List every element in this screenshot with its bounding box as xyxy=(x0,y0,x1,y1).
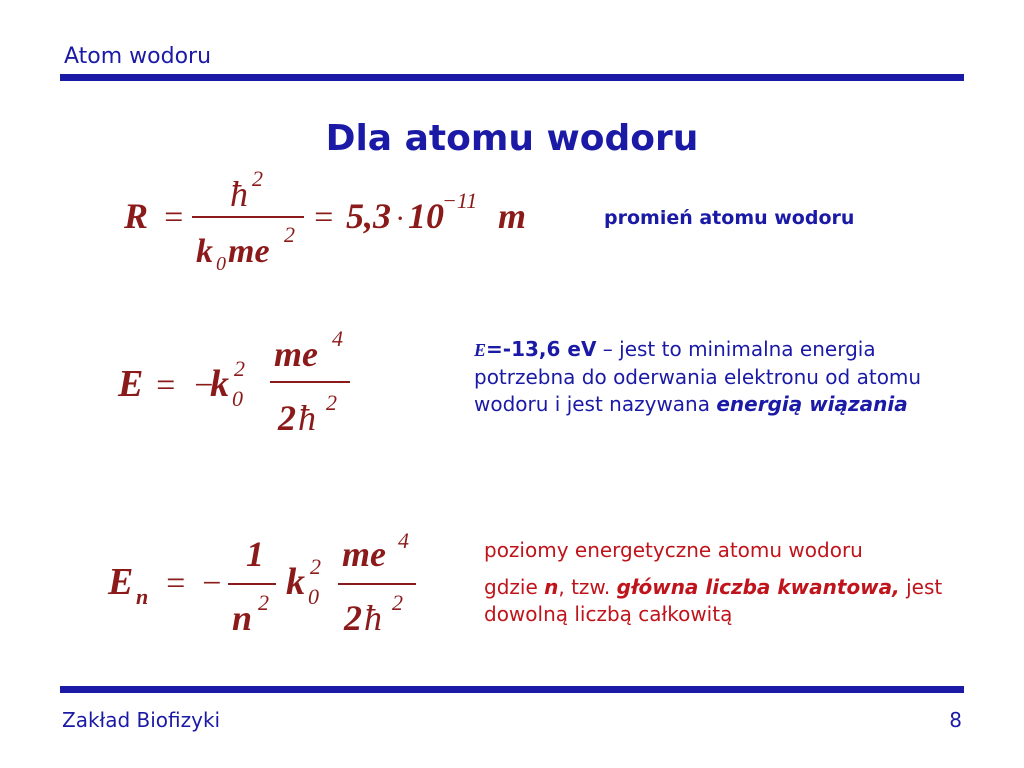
radius-num-hbar: ħ xyxy=(230,174,248,214)
en-lhs: E xyxy=(108,561,134,603)
levels-tzw: , tzw. xyxy=(558,575,617,599)
levels-line1: poziomy energetyczne atomu wodoru xyxy=(484,538,863,562)
en-k-sub: 0 xyxy=(308,584,319,609)
en-minus: − xyxy=(200,565,223,602)
en-k-exp: 2 xyxy=(310,554,321,579)
energy-eq: = xyxy=(154,367,177,404)
levels-term: główna liczba kwantowa, xyxy=(616,575,900,599)
slide-title: Dla atomu wodoru xyxy=(325,118,699,159)
en-frac-num: 1 xyxy=(246,534,264,574)
levels-n: n xyxy=(544,575,559,599)
radius-eq2: = xyxy=(312,199,335,236)
radius-ten: 10 xyxy=(408,196,444,236)
top-rule xyxy=(60,74,964,81)
energy-var: E xyxy=(474,340,487,360)
radius-description: promień atomu wodoru xyxy=(604,207,855,229)
energy-minus: − xyxy=(192,367,215,404)
energy-text: – jest to minimalna energia potrzebna do oderwania elektronu od atomu wodoru i jest nazywana xyxy=(474,337,922,416)
energy-levels-description xyxy=(484,537,974,638)
energy-value: =-13,6 eV xyxy=(486,337,597,361)
energy-den-hbar: ħ xyxy=(298,398,316,438)
en-den-2: 2 xyxy=(344,598,362,638)
radius-den-exp: 2 xyxy=(284,222,295,247)
energy-num-me: me xyxy=(274,334,318,374)
radius-lhs: R xyxy=(124,196,149,236)
energy-term: energią wiązania xyxy=(716,392,908,416)
en-k: k xyxy=(286,561,305,603)
levels-rest: jest dowolną liczbą całkowitą xyxy=(484,575,943,626)
en-den-hbar: ħ xyxy=(364,598,382,638)
en-lhs-sub: n xyxy=(136,584,149,609)
radius-unit: m xyxy=(498,196,527,236)
header-title: Atom wodoru xyxy=(64,44,212,69)
radius-den-k: k xyxy=(196,233,213,270)
footer-department: Zakład Biofizyki xyxy=(62,708,221,732)
energy-formula xyxy=(112,330,372,455)
energy-k: k xyxy=(210,363,229,405)
energy-den-2: 2 xyxy=(278,398,296,438)
en-eq: = xyxy=(164,565,187,602)
energy-lhs: E xyxy=(118,363,144,405)
en-num-exp: 4 xyxy=(398,528,409,553)
bottom-rule xyxy=(60,686,964,693)
page-number: 8 xyxy=(949,708,962,732)
radius-formula xyxy=(112,160,552,290)
en-den-exp: 2 xyxy=(392,590,403,615)
radius-num-exp: 2 xyxy=(252,166,263,191)
radius-value: 5,3 xyxy=(346,196,391,236)
energy-levels-formula xyxy=(104,528,434,653)
energy-den-exp: 2 xyxy=(326,390,337,415)
energy-k-sub: 0 xyxy=(232,386,243,411)
levels-line2 xyxy=(484,574,974,628)
energy-k-exp: 2 xyxy=(234,356,245,381)
radius-eq: = xyxy=(162,199,185,236)
radius-den-k-sub: 0 xyxy=(216,253,226,275)
energy-num-exp: 4 xyxy=(332,330,343,351)
radius-ten-exp: −11 xyxy=(442,188,478,213)
en-num-me: me xyxy=(342,534,386,574)
en-frac-den-exp: 2 xyxy=(258,590,269,615)
en-frac-den-n: n xyxy=(232,598,253,638)
radius-dot: · xyxy=(396,202,404,235)
energy-description xyxy=(474,336,974,418)
levels-gdzie: gdzie xyxy=(484,575,545,599)
radius-den-me: me xyxy=(228,233,270,270)
